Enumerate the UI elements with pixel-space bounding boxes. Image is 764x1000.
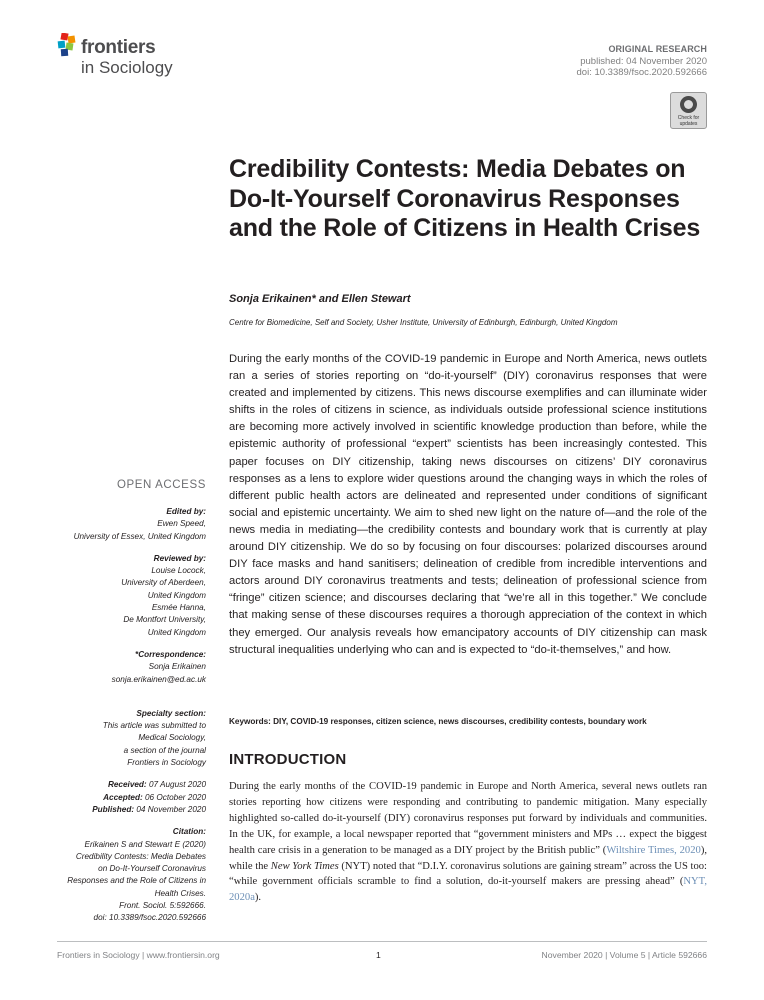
- citation: Citation: Erikainen S and Stewart E (2020) Credibility Contests: Media Debates on Do-It-Yourself Coronavirus Responses and the Role of Citizens in Health Crises. Front. Sociol. 5:592666. doi: 10.3389/fsoc.2020.592666: [67, 827, 206, 923]
- check-updates-label: Check for updates: [677, 115, 700, 127]
- keywords-list: DIY, COVID-19 responses, citizen science, news discourses, credibility contests, boundary work: [273, 717, 647, 726]
- logo-journal-name: in Sociology: [81, 58, 173, 77]
- abstract: During the early months of the COVID-19 pandemic in Europe and North America, news outlets ran a series of stories reporting on “do-it-yourself” (DIY) coronavirus responses that were created and implemented by citizens. This news discourse exemplifies and can illuminate wider shifts in the roles of citizens in science, as individuals outside professional science institutions are becoming more actively involved in scientific knowledge production than before, while the epistemic authority of professional “expert” scientists has been increasingly contested. This paper focuses on DIY citizenship, taking news discourses on citizens’ DIY coronavirus responses as a lens to explore wider questions around the changing ways in which the roles of different public health actors are delineated and represented under conditions of significant social and epistemic uncertainty. We aim to shed new light on the nature of—and the role of the news media in mediating—the credibility contests and boundary work that is currently at play around DIY citizenship. We do so by focusing on four discourses: polarized discourses around DIY face masks and hand sanitisers; delineation of credible from incredible interventions and actors around DIY coronavirus treatments and tests; delineation of professional science from “fringe” citizen science; and discourses declaring that “we’re all in this together.” We conclude that making sense of these discourses requires a thorough appreciation of the context in which they emerged. Our analysis reveals how emancipatory accounts of DIY citizenship can mask structural inequalities underlying who can and is expected to “do-it-themselves,” and how.: [229, 353, 707, 656]
- logo-wordmark: frontiers: [81, 37, 156, 58]
- article-dates: Received: 07 August 2020 Accepted: 06 October 2020 Published: 04 November 2020: [92, 780, 206, 814]
- citation-link[interactable]: Wiltshire Times, 2020: [606, 844, 701, 856]
- open-access-label: OPEN ACCESS: [116, 479, 206, 491]
- citation-link[interactable]: NYT, 2020a: [229, 876, 707, 904]
- article-type: ORIGINAL RESEARCH: [608, 44, 707, 54]
- correspondence-email[interactable]: sonja.erikainen@ed.ac.uk: [111, 674, 206, 684]
- article-header: [577, 44, 707, 79]
- reviewed-by: Reviewed by: Louise Locock, University of Aberdeen, United Kingdom Esmée Hanna, De Montfort University, United Kingdom: [121, 553, 206, 637]
- keywords: [229, 717, 707, 726]
- authors: Sonja Erikainen* and Ellen Stewart: [229, 293, 411, 305]
- article-title: Credibility Contests: Media Debates on Do-It-Yourself Coronavirus Responses and the Role of Citizens in Health Crises: [229, 155, 701, 242]
- journal-logo: [57, 31, 197, 79]
- doi[interactable]: doi: 10.3389/fsoc.2020.592666: [576, 67, 707, 78]
- specialty-section: Specialty section: This article was submitted to Medical Sociology, a section of the journal Frontiers in Sociology: [102, 708, 206, 768]
- frontiers-logo-icon: [57, 33, 79, 57]
- article-info-sidebar: [57, 506, 206, 935]
- page-number: 1: [376, 950, 381, 960]
- footer-journal-link[interactable]: Frontiers in Sociology | www.frontiersin.org: [57, 950, 220, 960]
- check-updates-icon: [680, 96, 697, 113]
- footer-article-info: November 2020 | Volume 5 | Article 592666: [541, 950, 707, 960]
- keywords-label: Keywords:: [229, 717, 271, 726]
- footer-divider: [57, 941, 707, 942]
- check-for-updates-button[interactable]: [670, 92, 707, 129]
- edited-by: Edited by: Ewen Speed, University of Essex, United Kingdom: [73, 507, 206, 541]
- section-heading-introduction: INTRODUCTION: [229, 751, 347, 768]
- affiliation: Centre for Biomedicine, Self and Society, Usher Institute, University of Edinburgh, Edinburgh, United Kingdom: [229, 318, 618, 327]
- published-date: published: 04 November 2020: [580, 55, 707, 67]
- correspondence: *Correspondence: Sonja Erikainen sonja.erikainen@ed.ac.uk: [57, 649, 206, 686]
- introduction-paragraph: During the early months of the COVID-19 pandemic in Europe and North America, several news outlets ran stories reporting how citizens were responding and contributing to pandemic mitigation. Many especially highlighted so-called do-it-yourself (DIY) coronavirus responses put forward by individuals and communities. In the UK, for example, a local newspaper reported that “government ministers and MPs … expect the biggest health care crisis in a generation to be managed as a DIY project by the British public” (Wiltshire Times, 2020), while the New York Times (NYT) noted that “D.I.Y. coronavirus solutions are gaining stream” across the US too: “while government officials scramble to find a solution, do-it-yourself makers are pressing ahead” (NYT, 2020a).: [229, 781, 707, 904]
